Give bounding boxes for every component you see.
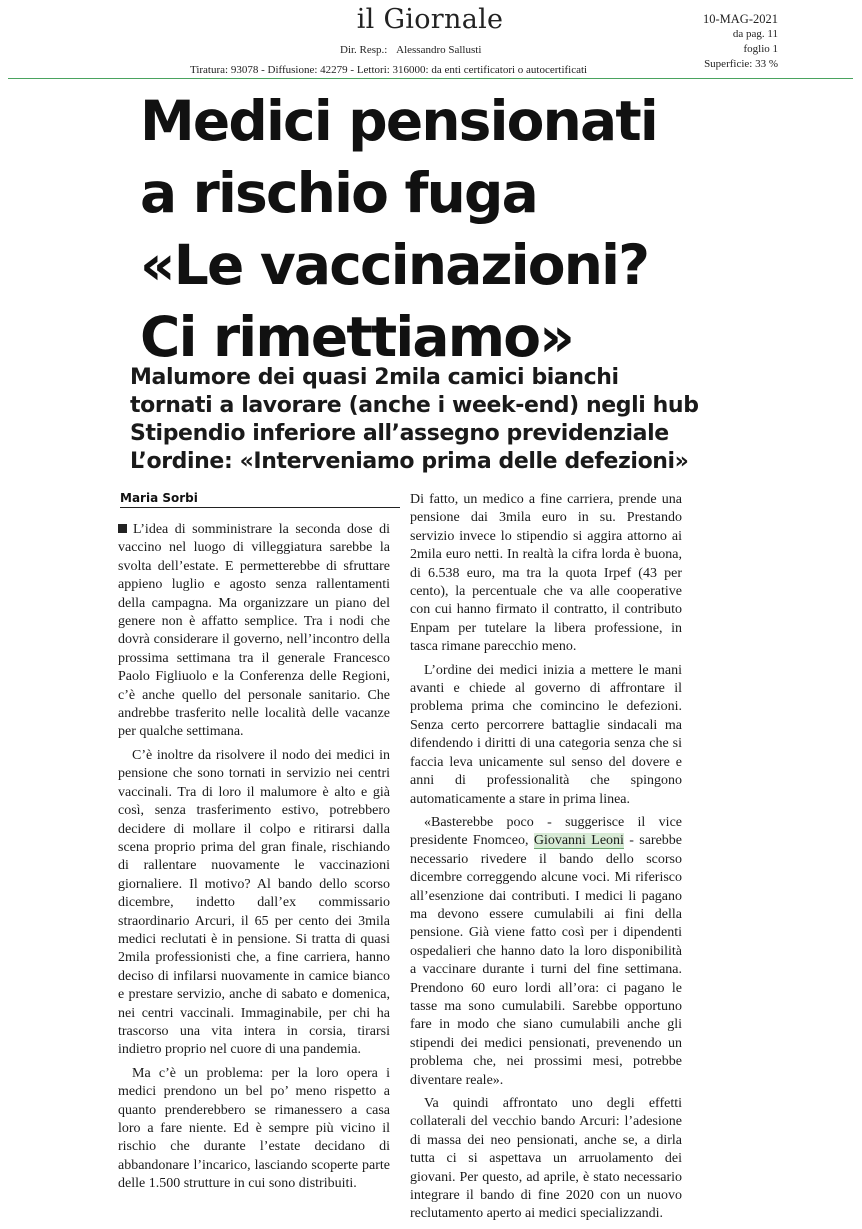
clipping-meta: [703, 12, 778, 72]
article-subheadline: [130, 364, 730, 476]
article-column-left: [118, 521, 390, 1199]
author-byline: Maria Sorbi: [120, 491, 400, 508]
headline-line: a rischio fuga: [140, 161, 537, 225]
headline-line: Ci rimettiamo»: [140, 305, 573, 369]
article-paragraph: Va quindi affrontato uno degli effetti collaterali del vecchio bando Arcuri: l’adesione di massa dei neo pensionati, anche se, a dirla tutta ci si aspettava un arruolamento dei giovani. Per questo, ad aprile, è stato necessario integrare il bando di fine 2020 con un nuovo reclutamento aperto ai medici specializzandi.: [410, 1096, 682, 1222]
director-name: Alessandro Sallusti: [396, 44, 482, 56]
subhead-line: L’ordine: «Interveniamo prima delle defezioni»: [130, 449, 689, 474]
page-reference: da pag. 11: [732, 28, 778, 40]
masthead-divider: [8, 78, 853, 79]
director-line: [340, 44, 481, 56]
article-headline: [140, 85, 700, 373]
quote-body: - sarebbe necessario rivedere il bando dello scorso dicembre correggendo alcune voci. Mi riferisco all’esenzione dai contributi. I medici li pagano ma devono essere cumulabili ai fini della pensione. Già viene fatto così per i dipendenti ospedalieri che hanno dato la loro disponibilità a vaccinare durante i turni del fine settimana. Prendono 60 euro lordi all’ora: ci pagano le tasse ma sono cumulabili. Sarebbe opportuno fare in modo che siano cumulabili anche gli stipendi dei medici pensionati, prevenendo un problema che, nei prossimi mesi, potrebbe diventare reale».: [410, 833, 683, 1088]
article-paragraph: L’idea di somministrare la seconda dose di vaccino nel luogo di villeggiatura sarebbe la svolta dell’estate. E permetterebbe di sfruttare appieno luglio e agosto senza rallentamenti della campagna. Ma organizzare un piano del genere non è affatto semplice. Tra i nodi che dovrà considerare il governo, nell’incontro della prossima settimana tra il generale Francesco Paolo Figliuolo e la Conferenza delle Regioni, c’è anche quello del personale sanitario. Che andrebbe trasferito nelle località delle vacanze per qualche settimana.: [118, 522, 390, 740]
article-paragraph: L’ordine dei medici inizia a mettere le mani avanti e chiede al governo di affrontare il problema prima che comincino le defezioni. Senza certo percorrere battaglie sindacali ma difendendo i diritti di una categoria senza che si faccia leva unicamente sul senso del dovere e anni di professionalità che spingono automaticamente a stare in prima linea.: [410, 662, 682, 807]
article-paragraph: [410, 814, 682, 1090]
headline-line: Medici pensionati: [140, 89, 657, 153]
article-paragraph: C’è inoltre da risolvere il nodo dei medici in pensione che sono tornati in servizio nei centri vaccinali. Tra di loro il malumore è alto e già così, senza trasferimento estivo, potrebbero decidere di mollare il colpo e ritirarsi dalla scena proprio prima del gran finale, rischiando di rallentare nuovamente le vaccinazioni giornaliere. Il motivo? Al bando dello scorso dicembre, indetto dall’ex commissario straordinario Arcuri, il 65 per cento dei 3mila medici reclutati è in pensione. Si tratta di quasi 2mila professionisti che, a fine carriera, hanno deciso di infilarsi nuovamente in camice bianco e prestare servizio, anche di sabato e domenica, nei centri vaccinali. Immaginabile, per chi ha trascorso una vita intera in corsia, tirarsi indietro proprio nel cuore di una pandemia.: [118, 747, 390, 1058]
surface-percentage: Superficie: 33 %: [704, 58, 778, 70]
quote-intro: «Basterebbe poco - suggerisce il vice presidente Fnomceo,: [410, 814, 682, 849]
article-paragraph: Di fatto, un medico a fine carriera, prende una pensione dai 3mila euro in su. Prestando servizio invece lo stipendio si aggira attorno ai 2mila euro netti. In realtà la cifra lorda è buona, di 6.538 euro, ma tra la quota Irpef (43 per cento), la percentuale che va alle cooperative con cui hanno firmato il contratto, il contributo Enpam per tutelare la libera professione, in tasca rimane parecchio meno.: [410, 492, 682, 655]
publication-date: 10-MAG-2021: [703, 12, 778, 26]
sheet-number: foglio 1: [743, 43, 778, 55]
highlighted-name: Giovanni Leoni: [533, 833, 624, 849]
masthead: [0, 0, 862, 82]
subhead-line: Stipendio inferiore all’assegno previdenziale: [130, 421, 669, 446]
director-label: Dir. Resp.:: [340, 44, 388, 56]
headline-line: «Le vaccinazioni?: [140, 233, 649, 297]
circulation-line: Tiratura: 93078 - Diffusione: 42279 - Lettori: 316000: da enti certificatori o autocertificati: [190, 64, 588, 76]
article-column-right: [410, 491, 682, 1229]
newspaper-name: il Giornale: [356, 4, 504, 35]
square-bullet-icon: [118, 524, 127, 533]
subhead-line: Malumore dei quasi 2mila camici bianchi: [130, 365, 619, 390]
article-paragraph: Ma c’è un problema: per la loro opera i medici prendono un bel po’ meno rispetto a quanto prenderebbero se rimanessero a casa loro a fare niente. Ed è sempre più vicino il rischio che durante l’estate decidano di abbandonare l’incarico, lasciando scoperte parte delle 1.500 strutture in cui sono distribuiti.: [118, 1065, 390, 1192]
subhead-line: tornati a lavorare (anche i week-end) negli hub: [130, 393, 699, 418]
